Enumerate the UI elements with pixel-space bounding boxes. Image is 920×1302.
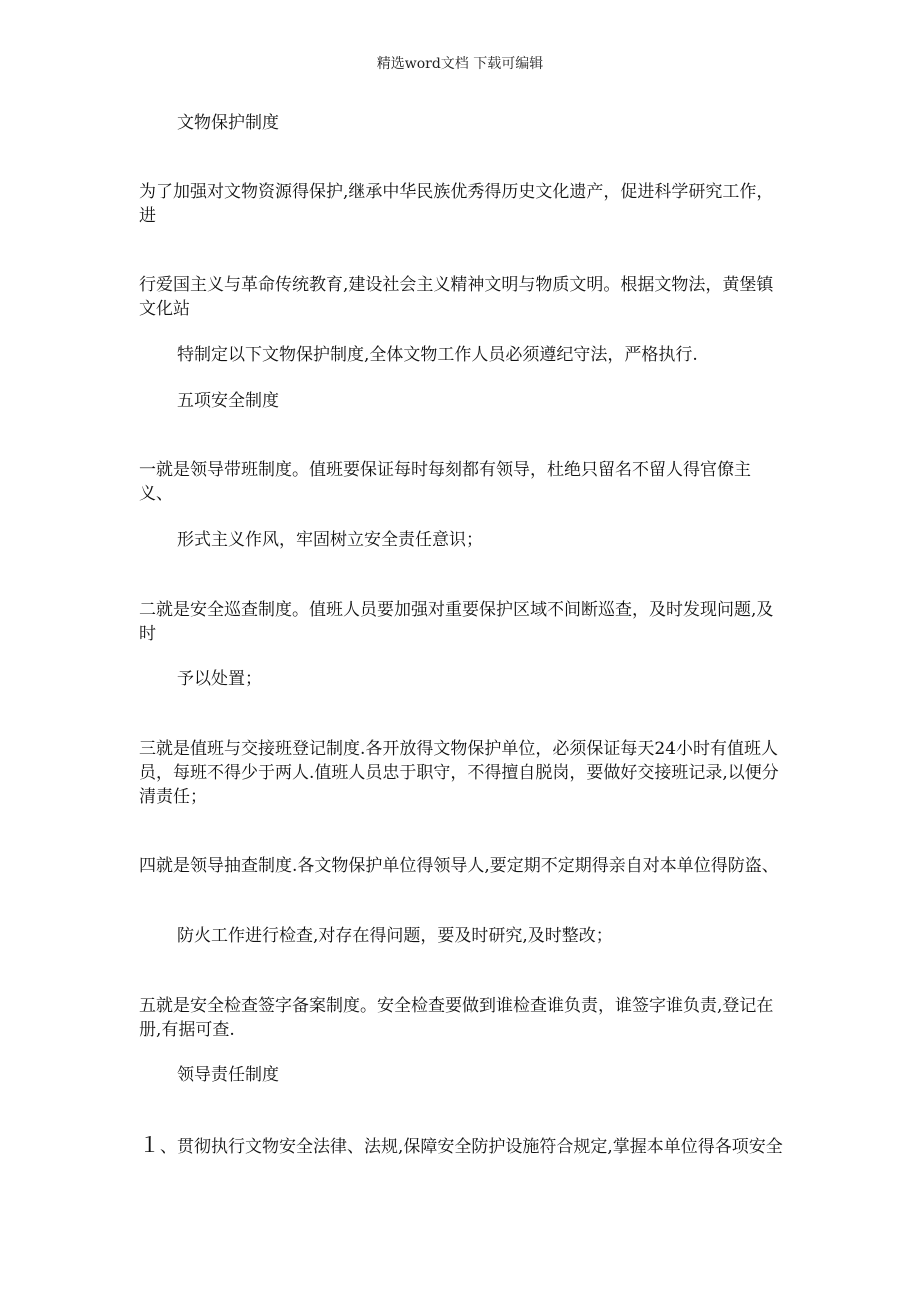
list-item-1-text: 、贯彻执行文物安全法律、法规,保障安全防护设施符合规定,掌握本单位得各项安全 bbox=[160, 1137, 783, 1157]
list-item-1 bbox=[139, 1133, 784, 1159]
paragraph-intro-1: 为了加强对文物资源得保护,继承中华民族优秀得历史文化遗产，促进科学研究工作，进 bbox=[139, 182, 774, 226]
section-title-heritage-protection: 文物保护制度 bbox=[177, 113, 279, 133]
paragraph-rule-1: 一就是领导带班制度。值班要保证每时每刻都有领导，杜绝只留名不留人得官僚主义、 bbox=[139, 460, 751, 504]
paragraph-rule-1-cont: 形式主义作风，牢固树立安全责任意识； bbox=[177, 530, 483, 550]
paragraph-rule-4-cont: 防火工作进行检查,对存在得问题，要及时研究,及时整改； bbox=[177, 926, 613, 946]
paragraph-rule-4: 四就是领导抽查制度.各文物保护单位得领导人,要定期不定期得亲自对本单位得防盗、 bbox=[139, 856, 779, 876]
paragraph-intro-3: 特制定以下文物保护制度,全体文物工作人员必须遵纪守法，严格执行. bbox=[177, 345, 698, 365]
paragraph-intro-2: 行爱国主义与革命传统教育,建设社会主义精神文明与物质文明。根据文物法，黄堡镇文化站 bbox=[139, 275, 774, 319]
page-header: 精选word文档 下载可编辑 bbox=[376, 56, 544, 72]
list-item-1-number: １ bbox=[139, 1133, 160, 1157]
section-title-leadership-responsibility: 领导责任制度 bbox=[177, 1065, 279, 1085]
section-title-five-safety-rules: 五项安全制度 bbox=[177, 391, 279, 411]
paragraph-rule-5: 五就是安全检查签字备案制度。安全检查要做到谁检查谁负责，谁签字谁负责,登记在册,有据可查. bbox=[139, 996, 774, 1040]
paragraph-rule-2: 二就是安全巡查制度。值班人员要加强对重要保护区域不间断巡查，及时发现问题,及时 bbox=[139, 600, 774, 644]
paragraph-rule-2-cont: 予以处置； bbox=[177, 669, 262, 689]
paragraph-rule-3: 三就是值班与交接班登记制度.各开放得文物保护单位，必须保证每天24小时有值班人员，每班不得少于两人.值班人员忠于职守，不得擅自脱岗，要做好交接班记录,以便分清责任； bbox=[139, 739, 779, 807]
